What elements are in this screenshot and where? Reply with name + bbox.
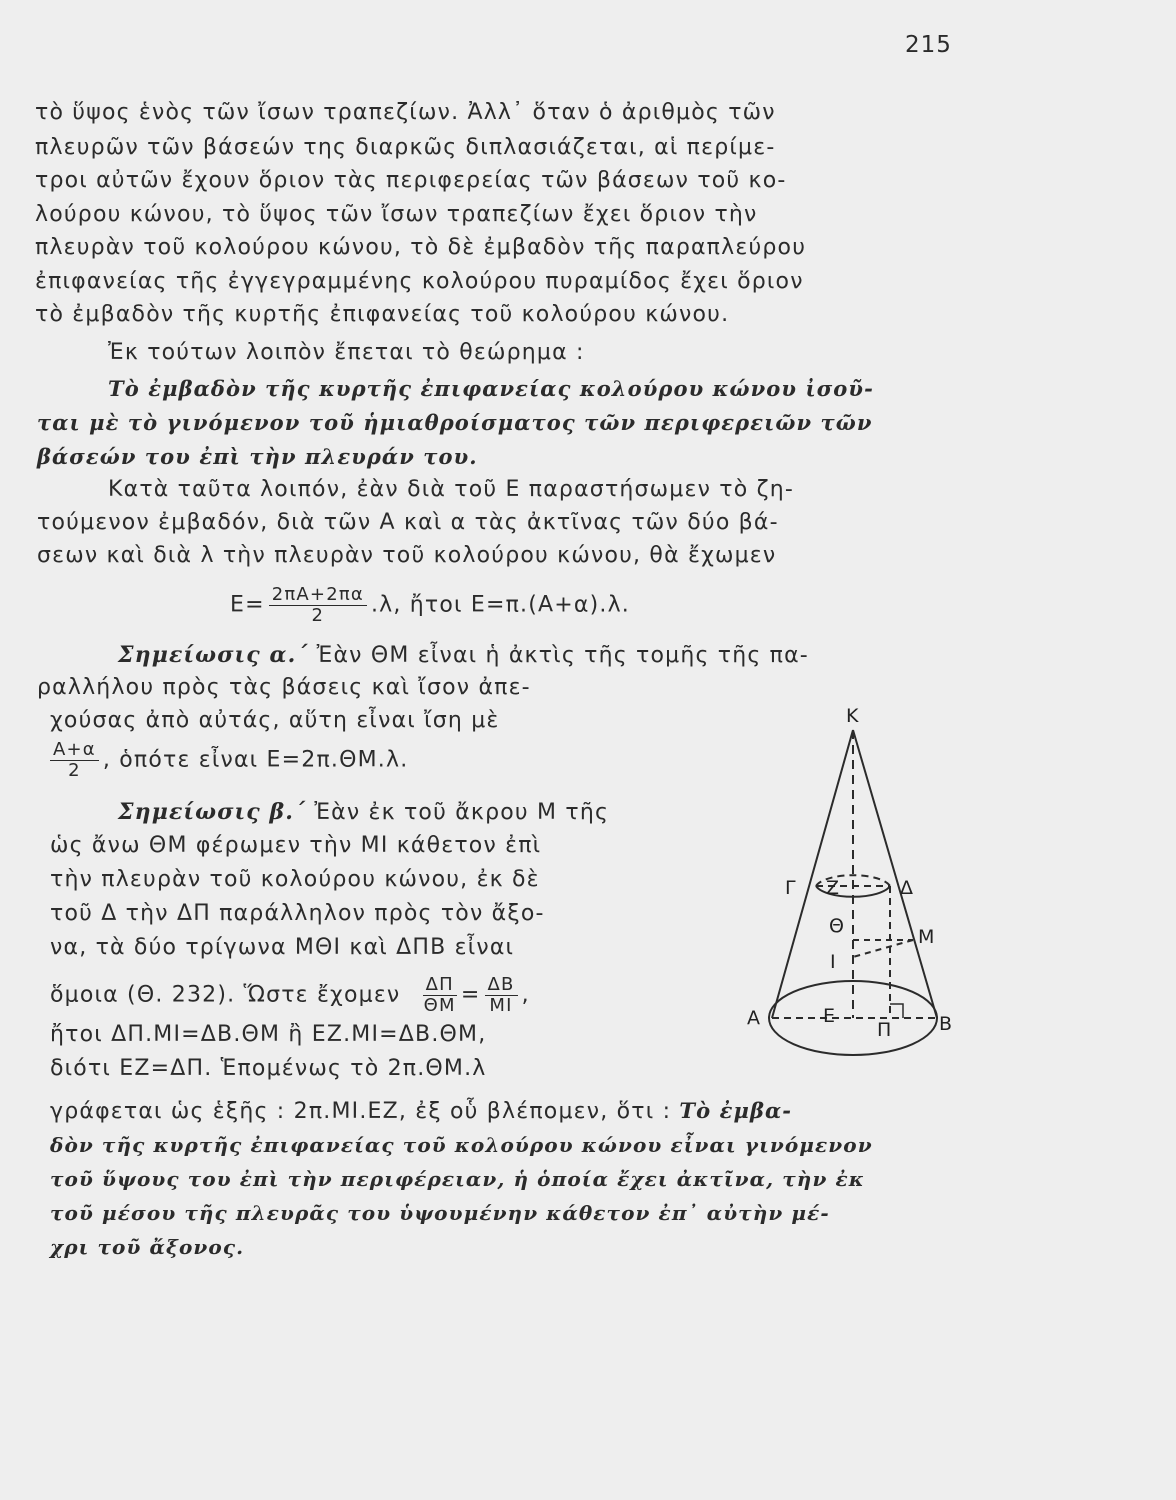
line-m-i bbox=[853, 940, 913, 957]
text-line: λούρου κώνου, τὸ ὕψος τῶν ἴσων τραπεζίων ἔχει ὅριον τὴν bbox=[35, 202, 758, 227]
remark-a-label: Σημείωσις α.΄ bbox=[118, 642, 309, 668]
cone-slant-right bbox=[853, 730, 937, 1018]
conclusion-line: δὸν τῆς κυρτῆς ἐπιφανείας τοῦ κολούρου κώνου εἶναι γινόμενον bbox=[50, 1133, 873, 1157]
right-angle-mark bbox=[890, 1004, 903, 1018]
page-number: 215 bbox=[905, 32, 952, 58]
theorem-line: ται μὲ τὸ γινόμενον τοῦ ἡμιαθροίσματος τῶν περιφερειῶν τῶν bbox=[37, 410, 873, 435]
text-line: να, τὰ δύο τρίγωνα ΜΘΙ καὶ ΔΠΒ εἶναι bbox=[50, 935, 515, 960]
remark-b-line: Σημείωσις β.΄ Ἐὰν ἐκ τοῦ ἄκρου Μ τῆς bbox=[118, 799, 610, 825]
text-line: ραλλήλου πρὸς τὰς βάσεις καὶ ἴσον ἀπε- bbox=[37, 675, 531, 700]
theorem-intro: Ἐκ τούτων λοιπὸν ἔπεται τὸ θεώρημα : bbox=[108, 340, 585, 365]
theorem-line: βάσεών του ἐπὶ τὴν πλευράν του. bbox=[37, 444, 478, 469]
text-line: ἤτοι ΔΠ.ΜΙ=ΔΒ.ΘΜ ἢ ΕΖ.ΜΙ=ΔΒ.ΘΜ, bbox=[50, 1022, 487, 1047]
remark-a-line: Σημείωσις α.΄ Ἐὰν ΘΜ εἶναι ἡ ἀκτὶς τῆς τομῆς τῆς πα- bbox=[118, 642, 809, 668]
theorem-line: Τὸ ἐμβαδὸν τῆς κυρτῆς ἐπιφανείας κολούρου κώνου ἰσοῦ- bbox=[108, 376, 874, 401]
text-line: πλευρὰν τοῦ κολούρου κώνου, τὸ δὲ ἐμβαδὸν τῆς παραπλεύρου bbox=[35, 235, 807, 260]
text-line: γράφεται ὡς ἑξῆς : 2π.ΜΙ.ΕΖ, ἐξ οὗ βλέπομεν, ὅτι : Τὸ ἐμβα- bbox=[50, 1098, 793, 1124]
text-line: τὸ ἐμβαδὸν τῆς κυρτῆς ἐπιφανείας τοῦ κολούρου κώνου. bbox=[35, 302, 730, 327]
label-i: I bbox=[830, 951, 836, 973]
formula-area: Ε= $\frac{2\pi A+2\pi\alpha}{2}$ .λ, ἤτοι Ε=π.(Α+α).λ. bbox=[230, 584, 630, 626]
text-line: χούσας ἀπὸ αὐτάς, αὕτη εἶναι ἴση μὲ bbox=[50, 708, 500, 733]
truncated-cone-figure bbox=[735, 700, 975, 1065]
text-line: σεων καὶ διὰ λ τὴν πλευρὰν τοῦ κολούρου κώνου, θὰ ἔχωμεν bbox=[37, 543, 777, 568]
text-line: τοῦ Δ τὴν ΔΠ παράλληλον πρὸς τὸν ἄξο- bbox=[50, 901, 545, 926]
text-line: διότι ΕΖ=ΔΠ. Ἑπομένως τὸ 2π.ΘΜ.λ bbox=[50, 1056, 487, 1081]
label-theta: Θ bbox=[829, 915, 844, 937]
label-z: Z bbox=[826, 877, 840, 899]
conclusion-line: τοῦ ὕψους του ἐπὶ τὴν περιφέρειαν, ἡ ὁποία ἔχει ἀκτῖνα, τὴν ἐκ bbox=[50, 1167, 865, 1191]
label-pi: Π bbox=[877, 1019, 892, 1041]
text-line: ἐπιφανείας τῆς ἐγγεγραμμένης κολούρου πυραμίδος ἔχει ὅριον bbox=[35, 269, 804, 294]
conclusion-line: χρι τοῦ ἄξονος. bbox=[50, 1235, 245, 1259]
label-b: B bbox=[939, 1013, 953, 1035]
remark-b-label: Σημείωσις β.΄ bbox=[118, 799, 307, 825]
text-line: τὴν πλευρὰν τοῦ κολούρου κώνου, ἐκ δὲ bbox=[50, 867, 540, 892]
label-m: M bbox=[918, 926, 935, 948]
text-line: τούμενον ἐμβαδόν, διὰ τῶν Α καὶ α τὰς ἀκτῖνας τῶν δύο βά- bbox=[37, 510, 779, 535]
label-e: E bbox=[823, 1005, 836, 1027]
ratio-line: ὅμοια (Θ. 232). Ὥστε ἔχομεν $\frac{\Delta\Pi}{\Theta M}$ = $\frac{\Delta B}{MI}$ , bbox=[50, 974, 530, 1016]
label-gamma: Γ bbox=[785, 877, 796, 899]
text-line: τὸ ὕψος ἑνὸς τῶν ἴσων τραπεζίων. Ἀλλ᾽ ὅταν ὁ ἀριθμὸς τῶν bbox=[35, 100, 776, 125]
label-a: Α bbox=[747, 1007, 760, 1029]
text-line: ὡς ἄνω ΘΜ φέρωμεν τὴν ΜΙ κάθετον ἐπὶ bbox=[50, 833, 542, 858]
remark-a-formula: $\frac{A+\alpha}{2}$ , ὁπότε εἶναι Ε=2π.ΘΜ.λ. bbox=[50, 740, 408, 781]
label-k: K bbox=[846, 705, 859, 727]
cone-slant-left bbox=[772, 730, 853, 1018]
conclusion-line: τοῦ μέσου τῆς πλευρᾶς του ὑψουμένην κάθετον ἐπ᾽ αὐτὴν μέ- bbox=[50, 1201, 830, 1225]
text-line: τροι αὐτῶν ἔχουν ὅριον τὰς περιφερείας τῶν βάσεων τοῦ κο- bbox=[35, 168, 787, 193]
text-line: Κατὰ ταῦτα λοιπόν, ἐὰν διὰ τοῦ Ε παραστήσωμεν τὸ ζη- bbox=[108, 477, 795, 502]
label-delta: Δ bbox=[900, 877, 913, 899]
text-line: πλευρῶν τῶν βάσεών της διαρκῶς διπλασιάζεται, αἱ περίμε- bbox=[35, 135, 776, 160]
formula-fraction: $\frac{2\pi A+2\pi\alpha}{2}$ bbox=[269, 585, 367, 626]
